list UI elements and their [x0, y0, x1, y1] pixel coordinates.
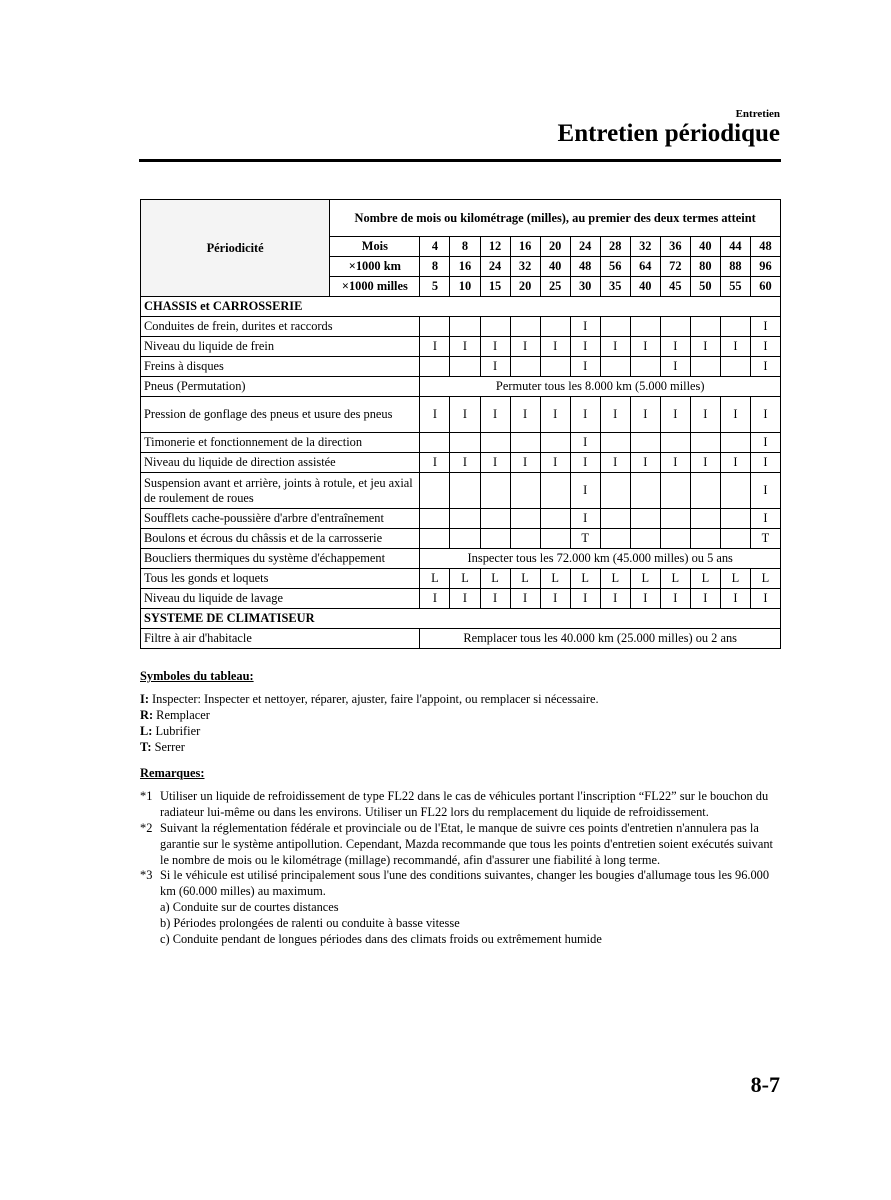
symbol-line — [140, 691, 781, 707]
schedule-cell — [510, 509, 540, 529]
schedule-cell — [480, 433, 510, 453]
interval-value: 12 — [480, 237, 510, 257]
schedule-cell: I — [720, 453, 750, 473]
item-name: Timonerie et fonctionnement de la direction — [141, 433, 420, 453]
schedule-cell — [450, 433, 480, 453]
interval-header: Nombre de mois ou kilométrage (milles), au premier des deux termes atteint — [330, 200, 781, 237]
interval-value: 80 — [690, 257, 720, 277]
schedule-cell: I — [600, 337, 630, 357]
schedule-cell: L — [690, 569, 720, 589]
item-name: Pression de gonflage des pneus et usure des pneus — [141, 397, 420, 433]
schedule-cell: I — [630, 397, 660, 433]
schedule-cell: I — [570, 357, 600, 377]
schedule-cell: I — [510, 589, 540, 609]
schedule-cell — [510, 473, 540, 509]
section-row — [141, 609, 781, 629]
remark-text: Si le véhicule est utilisé principalement sous l'une des conditions suivantes, changer les bougies d'allumage tous les 96.000 km (60.000 milles) au maximum. — [160, 868, 770, 899]
schedule-cell: I — [750, 433, 780, 453]
schedule-cell: T — [570, 529, 600, 549]
interval-value: 45 — [660, 277, 690, 297]
schedule-cell: L — [540, 569, 570, 589]
interval-value: 32 — [510, 257, 540, 277]
remarks-section — [140, 766, 781, 948]
schedule-cell — [540, 509, 570, 529]
symbol-text: Serrer — [151, 740, 185, 754]
interval-value: 4 — [420, 237, 450, 257]
schedule-cell — [630, 433, 660, 453]
symbol-text: Remplacer — [153, 708, 210, 722]
schedule-cell — [600, 317, 630, 337]
schedule-cell: I — [510, 397, 540, 433]
schedule-cell: I — [420, 397, 450, 433]
schedule-cell: I — [570, 317, 600, 337]
table-row — [141, 509, 781, 529]
interval-value: 15 — [480, 277, 510, 297]
item-name: Boulons et écrous du châssis et de la carrosserie — [141, 529, 420, 549]
condition-item: a) Conduite sur de courtes distances — [160, 900, 339, 915]
schedule-cell: I — [540, 397, 570, 433]
interval-value: 8 — [420, 257, 450, 277]
item-name: Niveau du liquide de direction assistée — [141, 453, 420, 473]
schedule-cell — [630, 317, 660, 337]
schedule-cell — [420, 433, 450, 453]
schedule-cell — [450, 317, 480, 337]
schedule-cell: L — [420, 569, 450, 589]
symbol-key: L: — [140, 724, 153, 738]
schedule-cell: I — [450, 453, 480, 473]
table-row — [141, 357, 781, 377]
schedule-cell — [420, 473, 450, 509]
table-row — [141, 473, 781, 509]
interval-value: 35 — [600, 277, 630, 297]
table-row — [141, 397, 781, 433]
interval-value: 60 — [750, 277, 780, 297]
item-name: Boucliers thermiques du système d'échappement — [141, 549, 420, 569]
schedule-cell — [420, 317, 450, 337]
schedule-cell: L — [750, 569, 780, 589]
schedule-cell: I — [660, 357, 690, 377]
schedule-cell: I — [570, 509, 600, 529]
schedule-cell — [450, 509, 480, 529]
item-name: Freins à disques — [141, 357, 420, 377]
schedule-cell: I — [570, 453, 600, 473]
schedule-cell: I — [690, 589, 720, 609]
interval-value: 20 — [510, 277, 540, 297]
interval-value: 10 — [450, 277, 480, 297]
symbol-line — [140, 723, 781, 739]
schedule-cell — [720, 473, 750, 509]
interval-value: 96 — [750, 257, 780, 277]
remark-number: *2 — [140, 820, 153, 835]
schedule-cell — [420, 529, 450, 549]
condition-item: c) Conduite pendant de longues périodes dans des climats froids ou extrêmement humide — [160, 932, 602, 947]
interval-value: 28 — [600, 237, 630, 257]
schedule-cell: I — [570, 433, 600, 453]
symbols-legend — [140, 668, 781, 755]
table-row — [141, 337, 781, 357]
schedule-cell: I — [660, 453, 690, 473]
schedule-cell: I — [600, 397, 630, 433]
schedule-cell — [540, 473, 570, 509]
interval-value: 64 — [630, 257, 660, 277]
schedule-cell — [600, 357, 630, 377]
schedule-cell — [510, 433, 540, 453]
schedule-cell: I — [720, 337, 750, 357]
schedule-cell — [630, 509, 660, 529]
interval-value: 72 — [660, 257, 690, 277]
symbols-heading: Symboles du tableau: — [140, 669, 254, 683]
interval-value: 20 — [540, 237, 570, 257]
schedule-cell: I — [420, 589, 450, 609]
schedule-cell: I — [450, 397, 480, 433]
schedule-cell — [690, 357, 720, 377]
schedule-cell: I — [660, 337, 690, 357]
table-row — [141, 629, 781, 649]
schedule-cell — [450, 473, 480, 509]
symbol-text: Lubrifier — [152, 724, 201, 738]
schedule-cell: I — [480, 337, 510, 357]
interval-value: 30 — [570, 277, 600, 297]
interval-value: 36 — [660, 237, 690, 257]
interval-value: 32 — [630, 237, 660, 257]
schedule-cell: I — [480, 453, 510, 473]
page-title: Entretien périodique — [557, 120, 780, 147]
table-row — [141, 433, 781, 453]
item-name: Conduites de frein, durites et raccords — [141, 317, 420, 337]
schedule-cell — [600, 433, 630, 453]
schedule-cell — [660, 433, 690, 453]
interval-value: 40 — [690, 237, 720, 257]
schedule-cell: I — [630, 589, 660, 609]
remark-number: *3 — [140, 868, 153, 883]
interval-value: 5 — [420, 277, 450, 297]
schedule-cell: I — [480, 357, 510, 377]
table-row — [141, 453, 781, 473]
symbol-key: R: — [140, 708, 154, 722]
page-number: 8-7 — [750, 1072, 780, 1097]
header-row — [141, 200, 781, 237]
title-rule — [139, 159, 781, 162]
schedule-cell: I — [750, 397, 780, 433]
symbol-line — [140, 707, 781, 723]
interval-value: 25 — [540, 277, 570, 297]
schedule-cell — [630, 529, 660, 549]
maintenance-schedule-table — [140, 199, 781, 649]
schedule-cell — [690, 317, 720, 337]
schedule-cell: I — [510, 453, 540, 473]
schedule-cell — [720, 357, 750, 377]
schedule-cell: L — [720, 569, 750, 589]
item-name: Pneus (Permutation) — [141, 377, 420, 397]
schedule-cell — [720, 317, 750, 337]
schedule-cell: I — [750, 473, 780, 509]
interval-value: 40 — [540, 257, 570, 277]
interval-value: 56 — [600, 257, 630, 277]
schedule-cell: I — [750, 357, 780, 377]
schedule-cell: I — [600, 453, 630, 473]
schedule-cell — [720, 509, 750, 529]
schedule-cell — [540, 357, 570, 377]
schedule-cell: I — [750, 317, 780, 337]
schedule-cell — [630, 473, 660, 509]
schedule-cell: I — [720, 397, 750, 433]
interval-value: 50 — [690, 277, 720, 297]
schedule-cell — [660, 509, 690, 529]
symbol-line — [140, 739, 781, 755]
remark-text: Suivant la réglementation fédérale et provinciale ou de l'Etat, le manque de suivre ces points d'entretien n'annulera pas la garantie sur le système antipollution. Cependant, Mazda recommande que tous les points d'entretien soient exécutés suivant le nombre de mois ou le kilométrage (millage) recommandé, afin d'assurer une fiabilité à long terme. — [160, 820, 773, 867]
schedule-cell: I — [450, 589, 480, 609]
section-title: CHASSIS et CARROSSERIE — [141, 297, 781, 317]
interval-value: 44 — [720, 237, 750, 257]
periodicity-header: Périodicité — [141, 200, 330, 297]
schedule-cell — [480, 529, 510, 549]
item-name: Niveau du liquide de frein — [141, 337, 420, 357]
schedule-cell: I — [540, 453, 570, 473]
table-row — [141, 569, 781, 589]
schedule-cell: I — [750, 453, 780, 473]
schedule-cell: L — [600, 569, 630, 589]
schedule-cell — [660, 473, 690, 509]
schedule-cell — [600, 473, 630, 509]
interval-value: 16 — [510, 237, 540, 257]
schedule-cell: I — [630, 453, 660, 473]
interval-value: 48 — [570, 257, 600, 277]
schedule-cell: L — [480, 569, 510, 589]
schedule-cell: I — [570, 589, 600, 609]
schedule-cell: L — [570, 569, 600, 589]
symbol-text: Inspecter: Inspecter et nettoyer, réparer, ajuster, faire l'appoint, ou remplacer si nécessaire. — [148, 692, 599, 706]
schedule-cell — [480, 509, 510, 529]
schedule-cell: I — [450, 337, 480, 357]
schedule-cell: T — [750, 529, 780, 549]
interval-value: 48 — [750, 237, 780, 257]
schedule-cell — [660, 529, 690, 549]
schedule-cell — [540, 317, 570, 337]
schedule-cell — [690, 529, 720, 549]
schedule-cell: I — [420, 453, 450, 473]
interval-note: Inspecter tous les 72.000 km (45.000 milles) ou 5 ans — [420, 549, 781, 569]
schedule-cell — [690, 433, 720, 453]
schedule-cell: I — [510, 337, 540, 357]
schedule-cell: I — [750, 337, 780, 357]
schedule-cell: I — [630, 337, 660, 357]
section-label: Entretien — [735, 108, 780, 120]
interval-row-label: ×1000 milles — [330, 277, 420, 297]
schedule-cell: I — [690, 337, 720, 357]
interval-value: 55 — [720, 277, 750, 297]
schedule-cell: L — [660, 569, 690, 589]
interval-value: 40 — [630, 277, 660, 297]
schedule-cell: I — [600, 589, 630, 609]
schedule-cell: L — [630, 569, 660, 589]
remarks-list — [140, 789, 781, 948]
schedule-cell: I — [660, 397, 690, 433]
schedule-cell — [690, 473, 720, 509]
remark-item — [140, 821, 781, 869]
schedule-cell — [480, 317, 510, 337]
item-name: Filtre à air d'habitacle — [141, 629, 420, 649]
schedule-cell — [630, 357, 660, 377]
schedule-cell — [480, 473, 510, 509]
item-name: Suspension avant et arrière, joints à rotule, et jeu axial de roulement de roues — [141, 473, 420, 509]
item-name: Soufflets cache-poussière d'arbre d'entraînement — [141, 509, 420, 529]
schedule-cell: I — [570, 473, 600, 509]
table-row — [141, 549, 781, 569]
schedule-cell — [600, 509, 630, 529]
interval-row-label: Mois — [330, 237, 420, 257]
schedule-cell — [600, 529, 630, 549]
schedule-cell — [540, 433, 570, 453]
schedule-cell — [510, 317, 540, 337]
schedule-cell — [690, 509, 720, 529]
schedule-cell: I — [540, 589, 570, 609]
schedule-cell — [450, 529, 480, 549]
symbol-key: T: — [140, 740, 152, 754]
schedule-cell: L — [510, 569, 540, 589]
schedule-cell — [720, 529, 750, 549]
schedule-cell — [510, 357, 540, 377]
schedule-cell: I — [570, 337, 600, 357]
schedule-cell: I — [420, 337, 450, 357]
schedule-cell: I — [750, 589, 780, 609]
remark-item — [140, 789, 781, 821]
schedule-cell: I — [540, 337, 570, 357]
interval-value: 16 — [450, 257, 480, 277]
schedule-cell — [720, 433, 750, 453]
schedule-cell: I — [480, 397, 510, 433]
interval-value: 88 — [720, 257, 750, 277]
schedule-cell: I — [690, 397, 720, 433]
schedule-cell: I — [690, 453, 720, 473]
schedule-cell — [420, 509, 450, 529]
item-name: Tous les gonds et loquets — [141, 569, 420, 589]
schedule-cell: I — [660, 589, 690, 609]
schedule-cell: I — [570, 397, 600, 433]
schedule-cell — [450, 357, 480, 377]
item-name: Niveau du liquide de lavage — [141, 589, 420, 609]
interval-value: 8 — [450, 237, 480, 257]
schedule-cell: I — [750, 509, 780, 529]
schedule-cell: I — [720, 589, 750, 609]
remark-text: Utiliser un liquide de refroidissement de type FL22 dans le cas de véhicules portant l'inscription “FL22” sur le bouchon du radiateur lui-même ou dans les environs. Utiliser un FL22 lors du remplacement du liquide de refroidissement. — [160, 788, 769, 819]
interval-note: Remplacer tous les 40.000 km (25.000 milles) ou 2 ans — [420, 629, 781, 649]
table-row — [141, 317, 781, 337]
section-row — [141, 297, 781, 317]
remarks-heading: Remarques: — [140, 766, 205, 780]
table-row — [141, 529, 781, 549]
schedule-cell: L — [450, 569, 480, 589]
table-row — [141, 377, 781, 397]
schedule-cell — [510, 529, 540, 549]
schedule-cell: I — [480, 589, 510, 609]
schedule-cell — [540, 529, 570, 549]
interval-row-label: ×1000 km — [330, 257, 420, 277]
interval-value: 24 — [570, 237, 600, 257]
symbols-list — [140, 691, 781, 755]
remark-item — [140, 868, 781, 900]
interval-note: Permuter tous les 8.000 km (5.000 milles) — [420, 377, 781, 397]
schedule-cell — [420, 357, 450, 377]
interval-value: 24 — [480, 257, 510, 277]
remark-number: *1 — [140, 788, 153, 803]
schedule-cell — [660, 317, 690, 337]
condition-item: b) Périodes prolongées de ralenti ou conduite à basse vitesse — [160, 916, 460, 931]
table-row — [141, 589, 781, 609]
section-title: SYSTEME DE CLIMATISEUR — [141, 609, 781, 629]
symbol-key: I: — [140, 692, 149, 706]
